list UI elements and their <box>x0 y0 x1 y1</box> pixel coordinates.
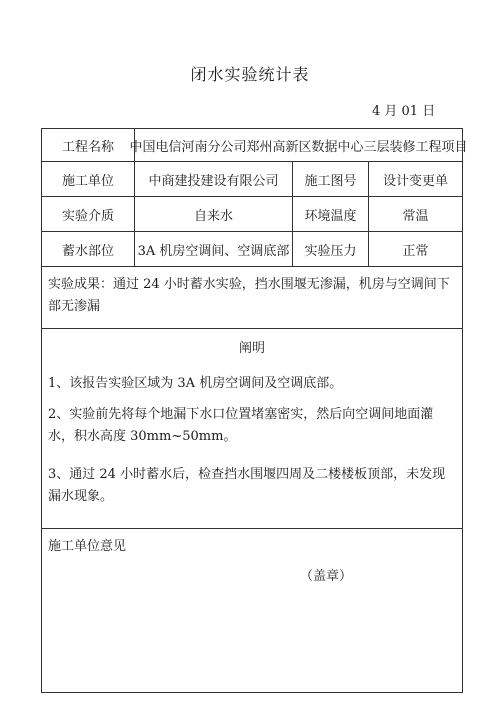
note-item: 2、实验前先将每个地漏下水口位置堵塞密实，然后向空调间地面灌水，积水高度 30mm~50mm。 <box>48 407 434 444</box>
construction-unit-label: 施工单位 <box>61 173 114 189</box>
test-result-text: 实验成果：通过 24 小时蓄水实验，挡水围堰无渗漏，机房与空调间下部无渗漏 <box>48 277 450 314</box>
notes-section <box>42 329 462 529</box>
result-row <box>42 267 462 329</box>
document-title: 闭水实验统计表 <box>190 65 310 84</box>
project-label: 工程名称 <box>61 139 114 155</box>
construction-unit-opinion-label: 施工单位意见 <box>48 539 127 554</box>
report-date: 4 月 01 日 <box>372 104 436 119</box>
info-row <box>42 232 462 267</box>
test-medium-label: 实验介质 <box>61 208 114 224</box>
storage-location-value: 3A 机房空调间、空调底部 <box>134 232 292 266</box>
ambient-temperature-label: 环境温度 <box>292 197 368 231</box>
storage-location-label: 蓄水部位 <box>61 243 114 259</box>
info-row <box>42 197 462 232</box>
note-item: 3、通过 24 小时蓄水后，检查挡水围堰四周及二楼楼板顶部，未发现漏水现象。 <box>48 467 446 504</box>
ambient-temperature-value: 常温 <box>368 197 462 231</box>
seal-placeholder: （盖章） <box>300 569 353 584</box>
note-item: 1、该报告实验区域为 3A 机房空调间及空调底部。 <box>48 376 343 391</box>
drawing-number-value: 设计变更单 <box>368 162 462 196</box>
test-pressure-label: 实验压力 <box>292 232 368 266</box>
info-row <box>42 162 462 197</box>
construction-unit-value: 中商建投建设有限公司 <box>134 162 292 196</box>
test-medium-value: 自来水 <box>134 197 292 231</box>
closed-water-test-form <box>41 128 468 693</box>
drawing-number-label: 施工图号 <box>292 162 368 196</box>
test-pressure-value: 正常 <box>368 232 462 266</box>
notes-heading: 阐明 <box>238 341 265 356</box>
project-value: 中国电信河南分公司郑州高新区数据中心三层装修工程项目 <box>134 129 462 161</box>
project-row <box>42 129 468 162</box>
